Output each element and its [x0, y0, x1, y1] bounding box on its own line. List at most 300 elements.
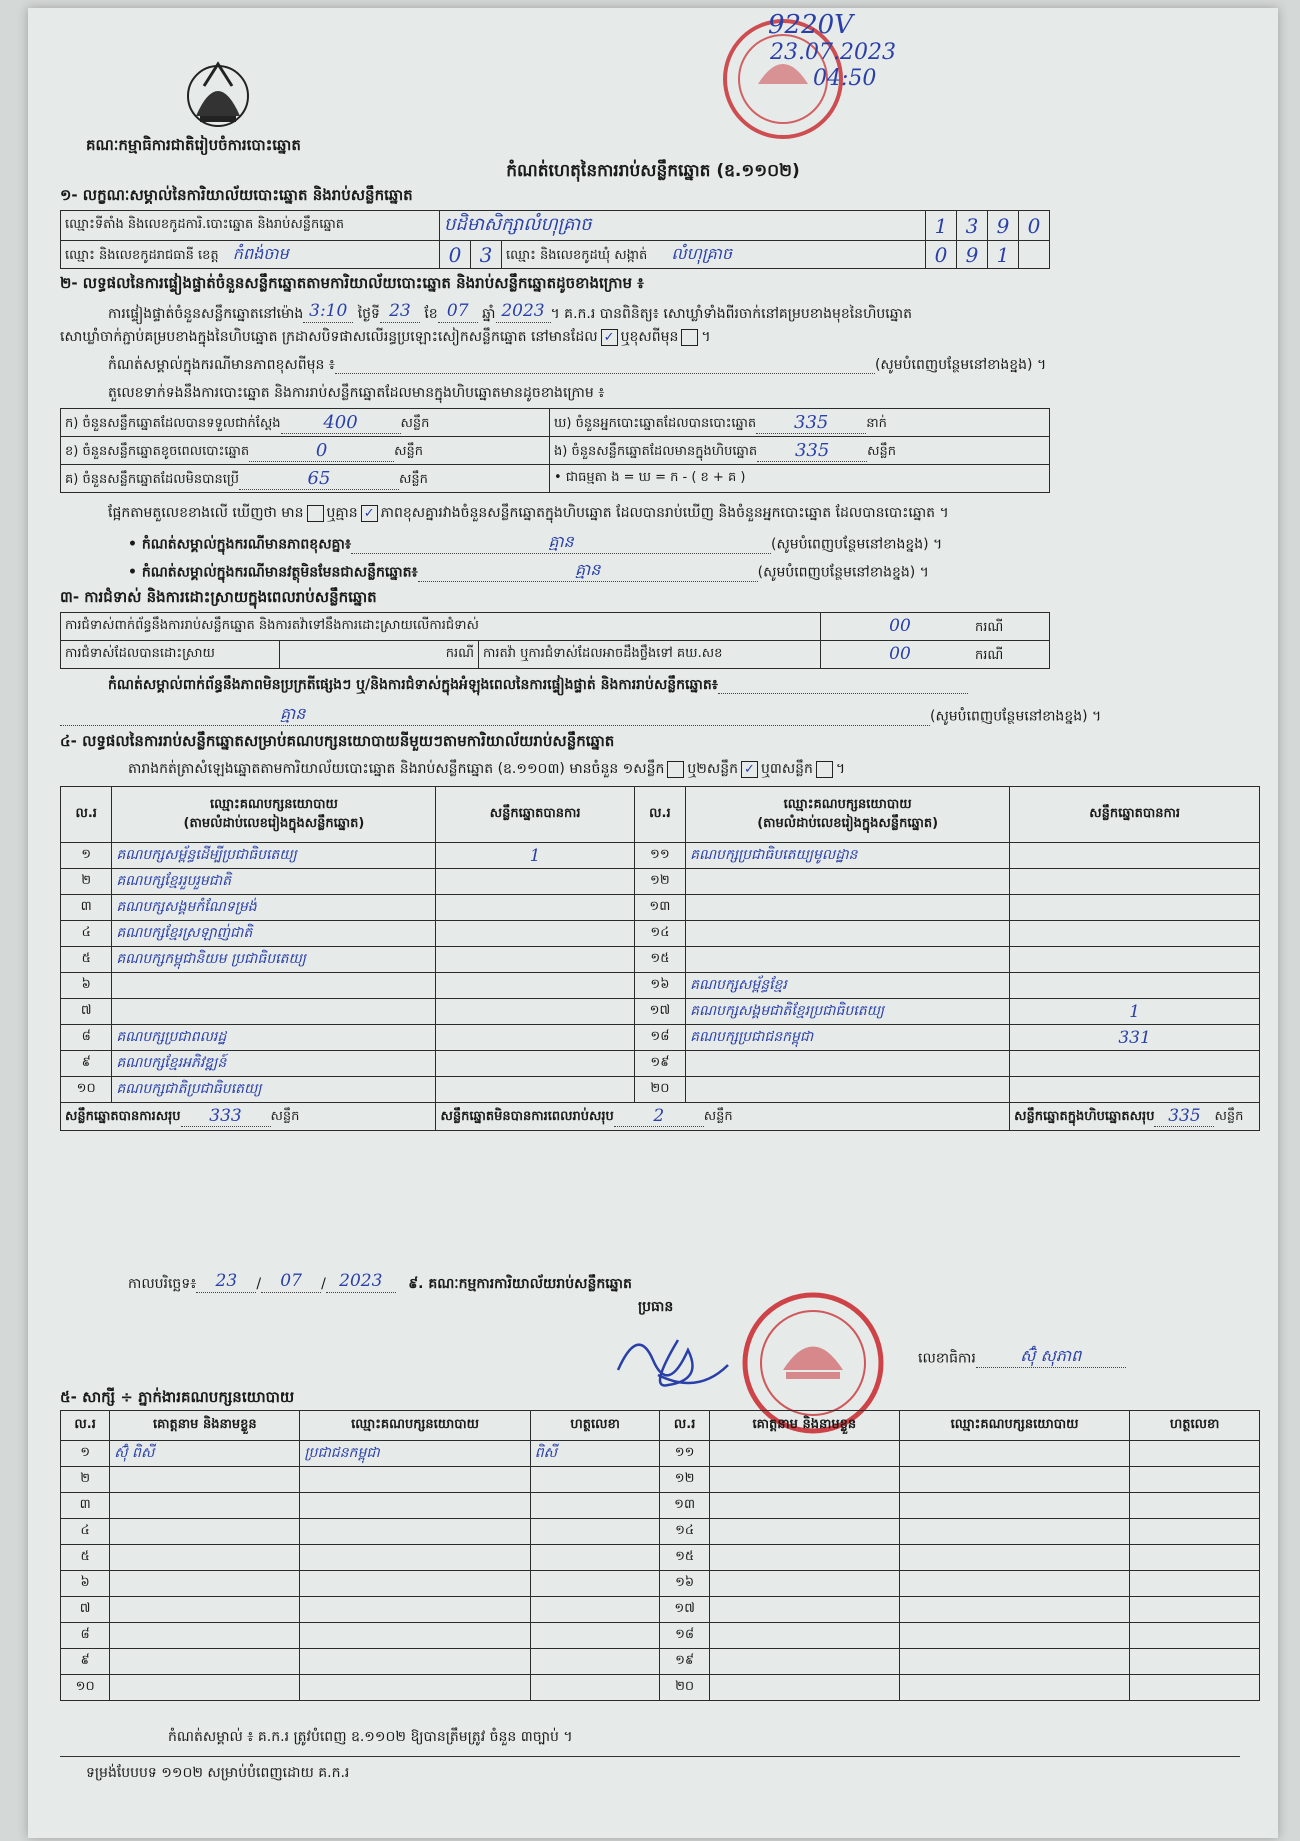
witness-number: ២០ [660, 1675, 709, 1701]
witness-number: ១០ [61, 1675, 110, 1701]
two-sheets-checkbox[interactable]: ✓ [741, 761, 758, 778]
section5-heading: ៥- សាក្សី ÷ ភ្នាក់ងារគណបក្សនយោបាយ [60, 1388, 295, 1406]
witness-col-sign-left: ហត្ថលេខា [530, 1411, 660, 1441]
verif2-text-a: សោឃ្លាំចាក់ភ្ជាប់គម្របខាងក្នុងនៃហិបឆ្នោត ក្រដាសបិទផាសលើរន្ធប្រឡោះសៀកសន្លឹកឆ្នោត នៅមានដែល [60, 329, 598, 345]
spoiled-unit: សន្លឹក [394, 443, 423, 459]
province-code-1: 0 [440, 241, 471, 269]
difference-note-suffix: (សូមបំពេញបន្ថែមនៅខាងខ្នង) ។ [874, 357, 1047, 373]
witness-name [110, 1519, 300, 1545]
irregularity-note-value: គ្មាន [60, 704, 930, 726]
difference-note-line [108, 356, 1046, 374]
has-difference-checkbox[interactable] [307, 505, 324, 522]
witness-col-name-left: គោត្តនាម និងនាមខ្លួន [110, 1411, 300, 1441]
witness-name [709, 1493, 899, 1519]
table-row [61, 843, 1260, 869]
witness-party [300, 1467, 530, 1493]
table-row [61, 1077, 1260, 1103]
party-number: ៩ [61, 1051, 112, 1077]
results-table [60, 786, 1260, 1131]
voted-unit: នាក់ [866, 415, 887, 431]
total-invalid-label: សន្លឹកឆ្នោតមិនបានការពេលរាប់សរុប [440, 1109, 614, 1124]
witness-number: ១៣ [660, 1493, 709, 1519]
compare-text-c: ភាពខុសគ្នារវាងចំនួនសន្លឹកឆ្នោតក្នុងហិបឆ្នោត ដែលបានរាប់ឃើញ និងចំនួនអ្នកបោះឆ្នោត ដែលបានបោះឆ្នោត ។ [380, 505, 949, 521]
witness-number: ១៩ [660, 1649, 709, 1675]
witness-signature [1130, 1597, 1260, 1623]
unused-unit: សន្លឹក [399, 471, 428, 487]
one-sheet-checkbox[interactable] [667, 761, 684, 778]
irregularity-note-label: កំណត់សម្គាល់ពាក់ព័ន្ធនឹងភាពមិនប្រក្រតីផ្សេងៗ ឬ/និងការជំទាស់ក្នុងអំឡុងពេលនៃការផ្ទៀងផ្ទាត់ និងការរាប់សន្លឹកឆ្នោត៖ [108, 677, 718, 693]
table-row [61, 947, 1260, 973]
witness-signature [1130, 1519, 1260, 1545]
witness-signature [1130, 1623, 1260, 1649]
total-invalid-value: 2 [614, 1106, 704, 1127]
received-unit: សន្លឹក [400, 415, 430, 431]
commune-label [502, 241, 926, 269]
chair-signature [608, 1320, 738, 1400]
irregularity-note-line [108, 676, 968, 694]
table-row [61, 1571, 1260, 1597]
total-box-unit: សន្លឹក [1214, 1109, 1244, 1124]
witness-name: ស៊ុំ ពិសី [110, 1441, 300, 1467]
table-row [61, 1051, 1260, 1077]
non-ballot-note-suffix: (សូមបំពេញបន្ថែមនៅខាងខ្នង) ។ [757, 564, 929, 581]
party-name: គណបក្សសម្ព័ន្ធខ្មែរ [686, 973, 1010, 999]
total-valid-label: សន្លឹកឆ្នោតបានការសរុប [65, 1109, 181, 1124]
table-row [61, 1649, 1260, 1675]
stamp-date: 23.07.2023 [770, 40, 896, 65]
party-votes [436, 947, 634, 973]
party-name [686, 1051, 1010, 1077]
witness-party [899, 1597, 1129, 1623]
table-row [61, 1025, 1260, 1051]
voted-label: ឃ) ចំនួនអ្នកបោះឆ្នោតដែលបានបោះឆ្នោត [554, 415, 757, 431]
party-number: ១៤ [634, 921, 685, 947]
table-row [61, 1519, 1260, 1545]
spoiled-value: 0 [249, 440, 394, 462]
in-box-value: 335 [757, 440, 867, 462]
party-name: គណបក្សសង្គមជាតិខ្មែរប្រជាធិបតេយ្យ [686, 999, 1010, 1025]
party-votes [436, 895, 634, 921]
verif2-text-c: ។ [701, 329, 711, 345]
date-day: 23 [196, 1270, 256, 1293]
witness-signature [1130, 1493, 1260, 1519]
non-ballot-note [128, 560, 929, 582]
witness-name [110, 1623, 300, 1649]
party-name [686, 869, 1010, 895]
witness-number: ១១ [660, 1441, 709, 1467]
footer-divider [60, 1756, 1240, 1757]
witness-name [110, 1649, 300, 1675]
party-name: គណបក្សកម្ពុជានិយម ប្រជាធិបតេយ្យ [112, 947, 436, 973]
date-label: កាលបរិច្ឆេទ៖ [128, 1275, 197, 1292]
witness-name [110, 1597, 300, 1623]
witness-col-sign-right: ហត្ថលេខា [1130, 1411, 1260, 1441]
province-label [61, 241, 440, 269]
witness-party [300, 1597, 530, 1623]
date-year: 2023 [326, 1270, 396, 1293]
three-sheets-checkbox[interactable] [816, 761, 833, 778]
witness-number: ១ [61, 1441, 110, 1467]
witness-number: ៥ [61, 1545, 110, 1571]
party-votes [1010, 869, 1260, 895]
total-box-value: 335 [1154, 1106, 1214, 1127]
resolved-unit: ករណី [280, 641, 479, 669]
verif-time: 3:10 [303, 300, 353, 323]
witness-number: ១៧ [660, 1597, 709, 1623]
same-as-before-checkbox[interactable]: ✓ [601, 329, 618, 346]
witness-number: ១៥ [660, 1545, 709, 1571]
spoiled-label: ខ) ចំនួនសន្លឹកឆ្នោតខូចពេលបោះឆ្នោត [65, 443, 250, 459]
party-number: ១០ [61, 1077, 112, 1103]
witness-col-no-left: ល.រ [61, 1411, 110, 1441]
witness-party [300, 1623, 530, 1649]
party-number: ៨ [61, 1025, 112, 1051]
party-number: ១៨ [634, 1025, 685, 1051]
tally-text-b: ឬ២សន្លឹក [687, 761, 738, 777]
party-votes [1010, 1051, 1260, 1077]
witness-party [899, 1441, 1129, 1467]
party-votes [1010, 973, 1260, 999]
section1-table [60, 210, 1050, 269]
unused-value: 65 [239, 468, 399, 490]
compare-line [108, 504, 949, 522]
table-row [61, 1467, 1260, 1493]
witness-number: ១៤ [660, 1519, 709, 1545]
footer-note: កំណត់សម្គាល់ ៖ គ.ក.រ ត្រូវបំពេញ ឧ.១១០២ ឱ្យបានត្រឹមត្រូវ ចំនួន ៣ច្បាប់ ។ [168, 1729, 573, 1745]
compare-text-a: ផ្អែកតាមតួលេខខាងលើ ឃើញថា មាន [108, 505, 304, 521]
witness-signature [1130, 1649, 1260, 1675]
party-name [112, 973, 436, 999]
witness-number: ៧ [61, 1597, 110, 1623]
party-votes [1010, 947, 1260, 973]
witness-signature [1130, 1675, 1260, 1701]
witness-col-no-right: ល.រ [660, 1411, 709, 1441]
results-col-votes-left: សន្លឹកឆ្នោតបានការ [436, 787, 634, 843]
witness-name [709, 1675, 899, 1701]
witness-signature [530, 1675, 660, 1701]
witness-name [709, 1467, 899, 1493]
verif-text-a: ការផ្ទៀងផ្ទាត់ចំនួនសន្លឹកឆ្នោតនៅម៉ោង [108, 305, 304, 322]
table-row [61, 1675, 1260, 1701]
verification-line-2 [60, 328, 711, 346]
party-votes [436, 1025, 634, 1051]
party-name [112, 999, 436, 1025]
complaints-table [60, 612, 1050, 669]
witness-signature [530, 1623, 660, 1649]
witness-name [709, 1571, 899, 1597]
difference-note-2 [128, 532, 942, 554]
non-ballot-note-value: គ្មាន [418, 560, 758, 582]
witness-signature [1130, 1441, 1260, 1467]
table-row [61, 1623, 1260, 1649]
witness-party [899, 1467, 1129, 1493]
results-col-votes-right: សន្លឹកឆ្នោតបានការ [1010, 787, 1260, 843]
verif-text-c: ខែ [424, 305, 438, 322]
province-label-text: ឈ្មោះ និងលេខកូដរាជធានី ខេត្ត [65, 247, 219, 263]
witness-number: ១៨ [660, 1623, 709, 1649]
date-month: 07 [261, 1270, 321, 1293]
witness-party [899, 1675, 1129, 1701]
location-code-3: 9 [988, 211, 1019, 241]
witness-signature [530, 1519, 660, 1545]
witness-signature [530, 1597, 660, 1623]
witness-name [110, 1571, 300, 1597]
witness-signature [530, 1493, 660, 1519]
location-value: បដិមាសិក្សាលំហុគ្រាច [440, 211, 926, 241]
received-label: ក) ចំនួនសន្លឹកឆ្នោតដែលបានទទួលជាក់ស្តែង [65, 415, 281, 431]
witness-name [110, 1493, 300, 1519]
witness-number: ៦ [61, 1571, 110, 1597]
witness-name [709, 1519, 899, 1545]
complaints-value: 00 [889, 615, 911, 636]
party-votes: 1 [436, 843, 634, 869]
party-number: ៧ [61, 999, 112, 1025]
table-row [61, 1545, 1260, 1571]
tally-sheets-line [128, 760, 845, 778]
table-row [61, 921, 1260, 947]
secretary-name: ស៊ុំ សុភាព [976, 1346, 1126, 1368]
difference-note-2-label: • កំណត់សម្គាល់ក្នុងករណីមានភាពខុសគ្នា៖ [128, 536, 352, 553]
chair-label: ប្រធាន [638, 1299, 674, 1315]
appeal-unit: ករណី [975, 647, 1004, 663]
results-col-party-left-2: (តាមលំដាប់លេខរៀងក្នុងសន្លឹកឆ្នោត) [183, 815, 365, 831]
appeal-value-cell [821, 641, 1050, 669]
party-name [686, 1077, 1010, 1103]
party-number: ១១ [634, 843, 685, 869]
total-invalid-cell [436, 1103, 1010, 1131]
party-name: គណបក្សប្រជាធិបតេយ្យមូលដ្ឋាន [686, 843, 1010, 869]
complaints-value-cell [821, 613, 1050, 641]
total-valid-unit: សន្លឹក [270, 1109, 300, 1124]
difference-note-field[interactable] [335, 373, 875, 374]
witness-party [899, 1493, 1129, 1519]
location-code-4: 0 [1019, 211, 1050, 241]
voted-value: 335 [756, 412, 866, 434]
secretary-label: លេខាធិការ [918, 1350, 976, 1367]
results-col-party-right-1: ឈ្មោះគណបក្សនយោបាយ [783, 796, 912, 812]
commune-code-3: 1 [988, 241, 1019, 269]
appeal-value: 00 [889, 643, 911, 664]
party-votes [1010, 921, 1260, 947]
party-name [686, 895, 1010, 921]
party-number: ១៣ [634, 895, 685, 921]
form-code: ទម្រង់បែបបទ ១១០២ សម្រាប់បំពេញដោយ គ.ក.រ [86, 1765, 350, 1781]
in-box-label: ង) ចំនួនសន្លឹកឆ្នោតដែលមានក្នុងហិបឆ្នោត [554, 443, 758, 459]
party-name: គណបក្សជាតិប្រជាធិបតេយ្យ [112, 1077, 436, 1103]
location-code-1: 1 [926, 211, 957, 241]
witness-name [709, 1623, 899, 1649]
commune-value: លំហុគ្រាច [671, 243, 733, 263]
document-page [28, 8, 1278, 1838]
voted-row [550, 409, 1050, 437]
witness-number: ៨ [61, 1623, 110, 1649]
tally-text-a: តារាងកត់ត្រាសំឡេងឆ្នោតតាមការិយាល័យបោះឆ្នោត និងរាប់សន្លឹកឆ្នោត (ឧ.១១០៣) មានចំនួន ១សន្លឹក [128, 761, 665, 777]
in-box-unit: សន្លឹក [867, 443, 897, 459]
nec-emblem [178, 56, 258, 134]
witness-party [300, 1545, 530, 1571]
party-votes [436, 1077, 634, 1103]
table-row [61, 999, 1260, 1025]
total-invalid-unit: សន្លឹក [703, 1109, 733, 1124]
complaints-unit: ករណី [975, 619, 1004, 635]
witness-signature [530, 1571, 660, 1597]
witness-body [61, 1441, 1260, 1701]
commune-label-text: ឈ្មោះ និងលេខកូដឃុំ សង្កាត់ [506, 247, 648, 263]
total-valid-cell [61, 1103, 436, 1131]
complaints-label: ការជំទាស់ពាក់ព័ន្ធនឹងការរាប់សន្លឹកឆ្នោត និងការតវ៉ាទៅនឹងការដោះស្រាយលើការជំទាស់ [61, 613, 821, 641]
unused-row [61, 465, 550, 493]
irregularity-note-line-2 [60, 704, 1101, 726]
witness-col-party-left: ឈ្មោះគណបក្សនយោបាយ [300, 1411, 530, 1441]
difference-note-label: កំណត់សម្គាល់ក្នុងករណីមានភាពខុសពីមុន ៖ [108, 357, 335, 373]
witness-number: ៤ [61, 1519, 110, 1545]
witness-table [60, 1410, 1260, 1701]
formula: • ជាធម្មតា ង = ឃ = ក - ( ខ + គ ) [550, 465, 1050, 493]
summary-intro: តួលេខទាក់ទងនឹងការបោះឆ្នោត និងការរាប់សន្លឹកឆ្នោតដែលមានក្នុងហិបឆ្នោតមានដូចខាងក្រោម ៖ [108, 385, 605, 401]
date-line: កាលបរិច្ឆេទ៖ 23 / 07 / 2023 ៩. គណៈកម្មការការិយាល័យរាប់សន្លឹកឆ្នោត [128, 1271, 632, 1292]
party-votes [436, 973, 634, 999]
table-row [61, 1597, 1260, 1623]
party-number: ៦ [61, 973, 112, 999]
stamp-time: 04:50 [813, 66, 877, 91]
witness-signature [530, 1649, 660, 1675]
party-votes [436, 999, 634, 1025]
witness-party [899, 1545, 1129, 1571]
verif-month: 07 [438, 300, 478, 323]
party-votes: 331 [1010, 1025, 1260, 1051]
party-votes [436, 921, 634, 947]
secretary-line [918, 1346, 1126, 1368]
witness-name [709, 1597, 899, 1623]
party-name: គណបក្សខ្មែរស្រឡាញ់ជាតិ [112, 921, 436, 947]
location-code-2: 3 [957, 211, 988, 241]
witness-signature [1130, 1467, 1260, 1493]
witness-party: ប្រជាជនកម្ពុជា [300, 1441, 530, 1467]
party-number: ៤ [61, 921, 112, 947]
org-name: គណៈកម្មាធិការជាតិរៀបចំការបោះឆ្នោត [86, 136, 301, 154]
witness-party [300, 1519, 530, 1545]
results-col-party-right-2: (តាមលំដាប់លេខរៀងក្នុងសន្លឹកឆ្នោត) [757, 815, 939, 831]
verif-text-d: ឆ្នាំ [482, 305, 496, 322]
witness-signature [530, 1545, 660, 1571]
party-number: ៥ [61, 947, 112, 973]
witness-party [899, 1571, 1129, 1597]
party-votes [1010, 843, 1260, 869]
party-number: ១២ [634, 869, 685, 895]
total-box-label: សន្លឹកឆ្នោតក្នុងហិបឆ្នោតសរុប [1014, 1109, 1155, 1124]
witness-party [300, 1649, 530, 1675]
witness-party [300, 1675, 530, 1701]
party-name: គណបក្សសម្ព័ន្ធដើម្បីប្រជាធិបតេយ្យ [112, 843, 436, 869]
unused-label: គ) ចំនួនសន្លឹកឆ្នោតដែលមិនបានប្រើ [65, 471, 239, 487]
table-row [61, 1441, 1260, 1467]
verif-text-e: ។ គ.ក.រ បានពិនិត្យ៖ សោឃ្លាំទាំងពីរចាក់នៅគម្របខាងមុខនៃហិបឆ្នោត [550, 305, 912, 322]
resolved-label: ការជំទាស់ដែលបានដោះស្រាយ [61, 641, 280, 669]
witness-signature: ពិសី [530, 1441, 660, 1467]
party-number: ១៥ [634, 947, 685, 973]
form-title: កំណត់ហេតុនៃការរាប់សន្លឹកឆ្នោត (ឧ.១១០២) [506, 161, 800, 181]
commune-code-1: 0 [926, 241, 957, 269]
witness-name [110, 1545, 300, 1571]
witness-number: ១២ [660, 1467, 709, 1493]
witness-party [300, 1493, 530, 1519]
party-name: គណបក្សសង្គមកំណែទម្រង់ [112, 895, 436, 921]
province-value: កំពង់ចាម [232, 243, 289, 263]
tally-text-d: ។ [835, 761, 846, 777]
party-votes [436, 869, 634, 895]
ballot-summary-table [60, 408, 1050, 493]
witness-signature [1130, 1571, 1260, 1597]
party-name [686, 921, 1010, 947]
results-col-party-left-1: ឈ្មោះគណបក្សនយោបាយ [209, 796, 338, 812]
section4-heading: ៤- លទ្ធផលនៃការរាប់សន្លឹកឆ្នោតសម្រាប់គណបក្សនយោបាយនីមួយៗតាមការិយាល័យរាប់សន្លឹកឆ្នោត [60, 732, 615, 750]
verif-day: 23 [380, 300, 420, 323]
total-valid-value: 333 [181, 1106, 271, 1127]
witness-number: ៣ [61, 1493, 110, 1519]
table-row [61, 895, 1260, 921]
section2-heading: ២- លទ្ធផលនៃការផ្ទៀងផ្ទាត់ចំនួនសន្លឹកឆ្នោតតាមការិយាល័យបោះឆ្នោត និងរាប់សន្លឹកឆ្នោតដូចខាងក្រោម ៖ [60, 274, 644, 292]
location-label: ឈ្មោះទីតាំង និងលេខកូដការិ.បោះឆ្នោត និងរាប់សន្លឹកឆ្នោត [61, 211, 440, 241]
in-box-row [550, 437, 1050, 465]
witness-name [709, 1441, 899, 1467]
party-votes [1010, 895, 1260, 921]
witness-name [709, 1649, 899, 1675]
witness-signature [530, 1467, 660, 1493]
received-row [61, 409, 550, 437]
results-col-no-right: ល.រ [634, 787, 685, 843]
verification-line-1 [108, 300, 912, 323]
party-name: គណបក្សខ្មែររួបរួមជាតិ [112, 869, 436, 895]
witness-party [300, 1571, 530, 1597]
appeal-label: ការតវ៉ា ឬការជំទាស់ដែលអាចដឹងថ្លឹងទៅ គឃ.សខ [479, 641, 821, 669]
party-number: ៣ [61, 895, 112, 921]
compare-text-b: ឬគ្មាន [326, 505, 358, 521]
no-difference-checkbox[interactable]: ✓ [361, 505, 378, 522]
commune-code-2: 9 [957, 241, 988, 269]
witness-col-party-right: ឈ្មោះគណបក្សនយោបាយ [899, 1411, 1129, 1441]
different-checkbox[interactable] [681, 329, 698, 346]
party-name: គណបក្សប្រជាជនកម្ពុជា [686, 1025, 1010, 1051]
irregularity-note-suffix: (សូមបំពេញបន្ថែមនៅខាងខ្នង) ។ [930, 708, 1102, 725]
witness-name [110, 1675, 300, 1701]
witness-name [709, 1545, 899, 1571]
table-row [61, 869, 1260, 895]
party-number: ២ [61, 869, 112, 895]
party-number: ១៧ [634, 999, 685, 1025]
witness-number: ៩ [61, 1649, 110, 1675]
witness-number: ១៦ [660, 1571, 709, 1597]
tally-text-c: ឬ៣សន្លឹក [760, 761, 813, 777]
witness-party [899, 1623, 1129, 1649]
results-col-no-left: ល.រ [61, 787, 112, 843]
irregularity-note-field[interactable] [718, 693, 968, 694]
party-name: គណបក្សខ្មែរអភិវឌ្ឍន៍ [112, 1051, 436, 1077]
verif-year: 2023 [496, 300, 551, 323]
party-number: ២០ [634, 1077, 685, 1103]
province-code-2: 3 [471, 241, 502, 269]
witness-party [899, 1649, 1129, 1675]
difference-note-2-suffix: (សូមបំពេញបន្ថែមនៅខាងខ្នង) ។ [771, 536, 943, 553]
witness-signature [1130, 1545, 1260, 1571]
party-number: ១ [61, 843, 112, 869]
results-col-party-left [112, 787, 436, 843]
results-body [61, 843, 1260, 1103]
party-votes [1010, 1077, 1260, 1103]
results-col-party-right [686, 787, 1010, 843]
total-box-cell [1010, 1103, 1260, 1131]
received-value: 400 [281, 412, 401, 434]
witness-col-name-right: គោត្តនាម និងនាមខ្លួន [709, 1411, 899, 1441]
